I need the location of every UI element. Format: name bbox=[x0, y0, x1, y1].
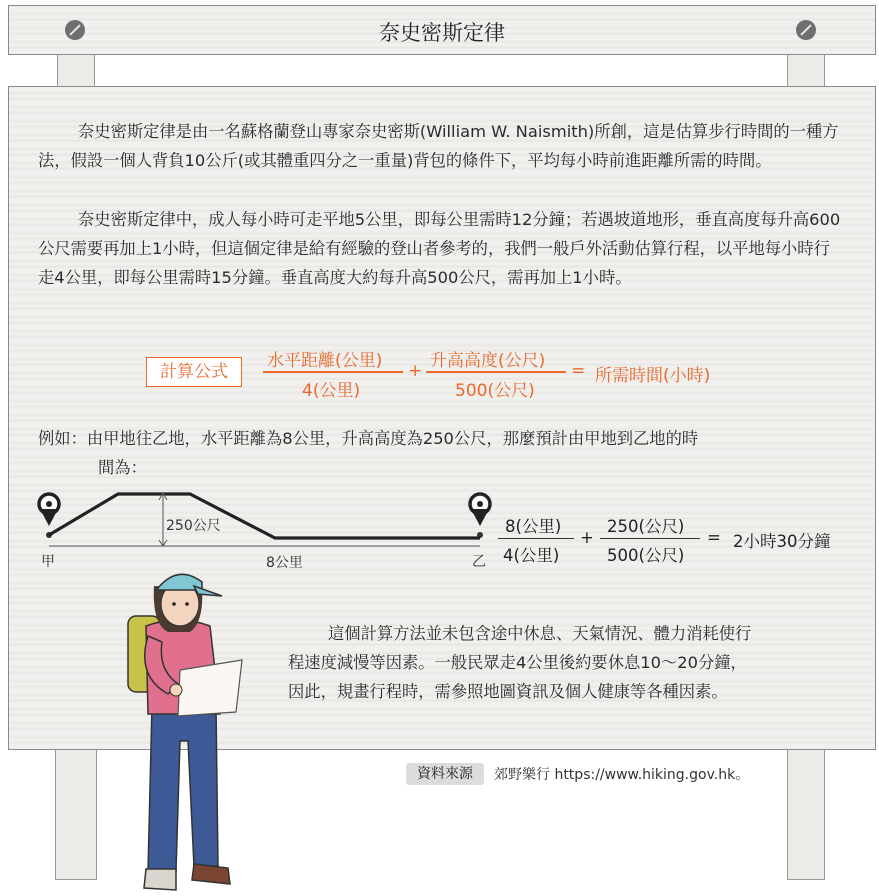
calc-term1-denominator: 4(公里) bbox=[503, 546, 560, 565]
example-intro-line2: 間為： bbox=[98, 458, 147, 477]
formula-plus: + bbox=[408, 361, 423, 381]
formula-term1-denominator: 4(公里) bbox=[302, 381, 361, 401]
calc-plus: + bbox=[580, 528, 594, 547]
sign-post-top-left bbox=[57, 52, 95, 90]
paragraph-intro: 奈史密斯定律是由一名蘇格蘭登山專家奈史密斯(William W. Naismith)所創，這是估算步行時間的一種方法，假設一個人背負10公斤(或其體重四分之一重量)背包的條件下，平均每小時前進距離所需的時間。 bbox=[38, 122, 839, 170]
sign-post-bottom-left bbox=[55, 748, 97, 880]
paragraph-rule: 奈史密斯定律中，成人每小時可走平地5公里，即每公里需時12分鐘；若遇坡道地形，垂直高度每升高600公尺需要再加上1小時，但這個定律是給有經驗的登山者參考的，我們一般戶外活動估算行程，以平地每小時行走4公里，即每公里需時15分鐘。垂直高度大約每升高500公尺，需再加上1小時。 bbox=[38, 210, 841, 287]
formula-term1-numerator: 水平距離(公里) bbox=[267, 351, 383, 371]
formula-result: 所需時間(小時) bbox=[595, 366, 711, 386]
start-label: 甲 bbox=[41, 554, 55, 570]
note-line1: 這個計算方法並未包含途中休息、天氣情況、體力消耗使行 bbox=[328, 624, 752, 643]
calc-term1-numerator: 8(公里) bbox=[505, 517, 562, 536]
formula-term2-denominator: 500(公尺) bbox=[455, 381, 535, 401]
sign-post-top-right bbox=[787, 52, 825, 90]
formula-fraction-bar bbox=[426, 371, 566, 373]
source-text: 郊野樂行 https://www.hiking.gov.hk。 bbox=[494, 767, 750, 783]
route-profile-diagram bbox=[30, 488, 500, 578]
formula-label: 計算公式 bbox=[146, 357, 242, 387]
end-label: 乙 bbox=[472, 554, 486, 570]
map-pin-icon bbox=[38, 488, 59, 526]
formula-equals: = bbox=[571, 361, 586, 381]
calc-result: 2小時30分鐘 bbox=[733, 532, 831, 551]
title-board bbox=[8, 5, 876, 55]
example-intro-line1: 例如：由甲地往乙地，水平距離為8公里，升高高度為250公尺，那麼預計由甲地到乙地的時 bbox=[38, 429, 699, 448]
map-pin-icon bbox=[470, 494, 490, 526]
formula-fraction-bar bbox=[263, 371, 403, 373]
height-label: 250公尺 bbox=[166, 518, 221, 534]
note-line2: 程速度減慢等因素。一般民眾走4公里後約要休息10～20分鐘， bbox=[288, 653, 747, 672]
distance-label: 8公里 bbox=[266, 555, 303, 571]
calc-term2-denominator: 500(公尺) bbox=[607, 546, 685, 565]
calc-fraction-bar bbox=[600, 538, 700, 539]
note-line3: 因此，規畫行程時，需參照地圖資訊及個人健康等各種因素。 bbox=[288, 682, 728, 701]
page-title: 奈史密斯定律 bbox=[379, 21, 505, 45]
formula-term2-numerator: 升高高度(公尺) bbox=[430, 351, 546, 371]
calc-equals: = bbox=[707, 528, 721, 547]
calc-term2-numerator: 250(公尺) bbox=[607, 517, 685, 536]
calc-fraction-bar bbox=[498, 538, 574, 539]
source-label: 資料來源 bbox=[406, 763, 484, 785]
sign-post-bottom-right bbox=[787, 748, 825, 880]
hiker-illustration bbox=[118, 566, 258, 894]
